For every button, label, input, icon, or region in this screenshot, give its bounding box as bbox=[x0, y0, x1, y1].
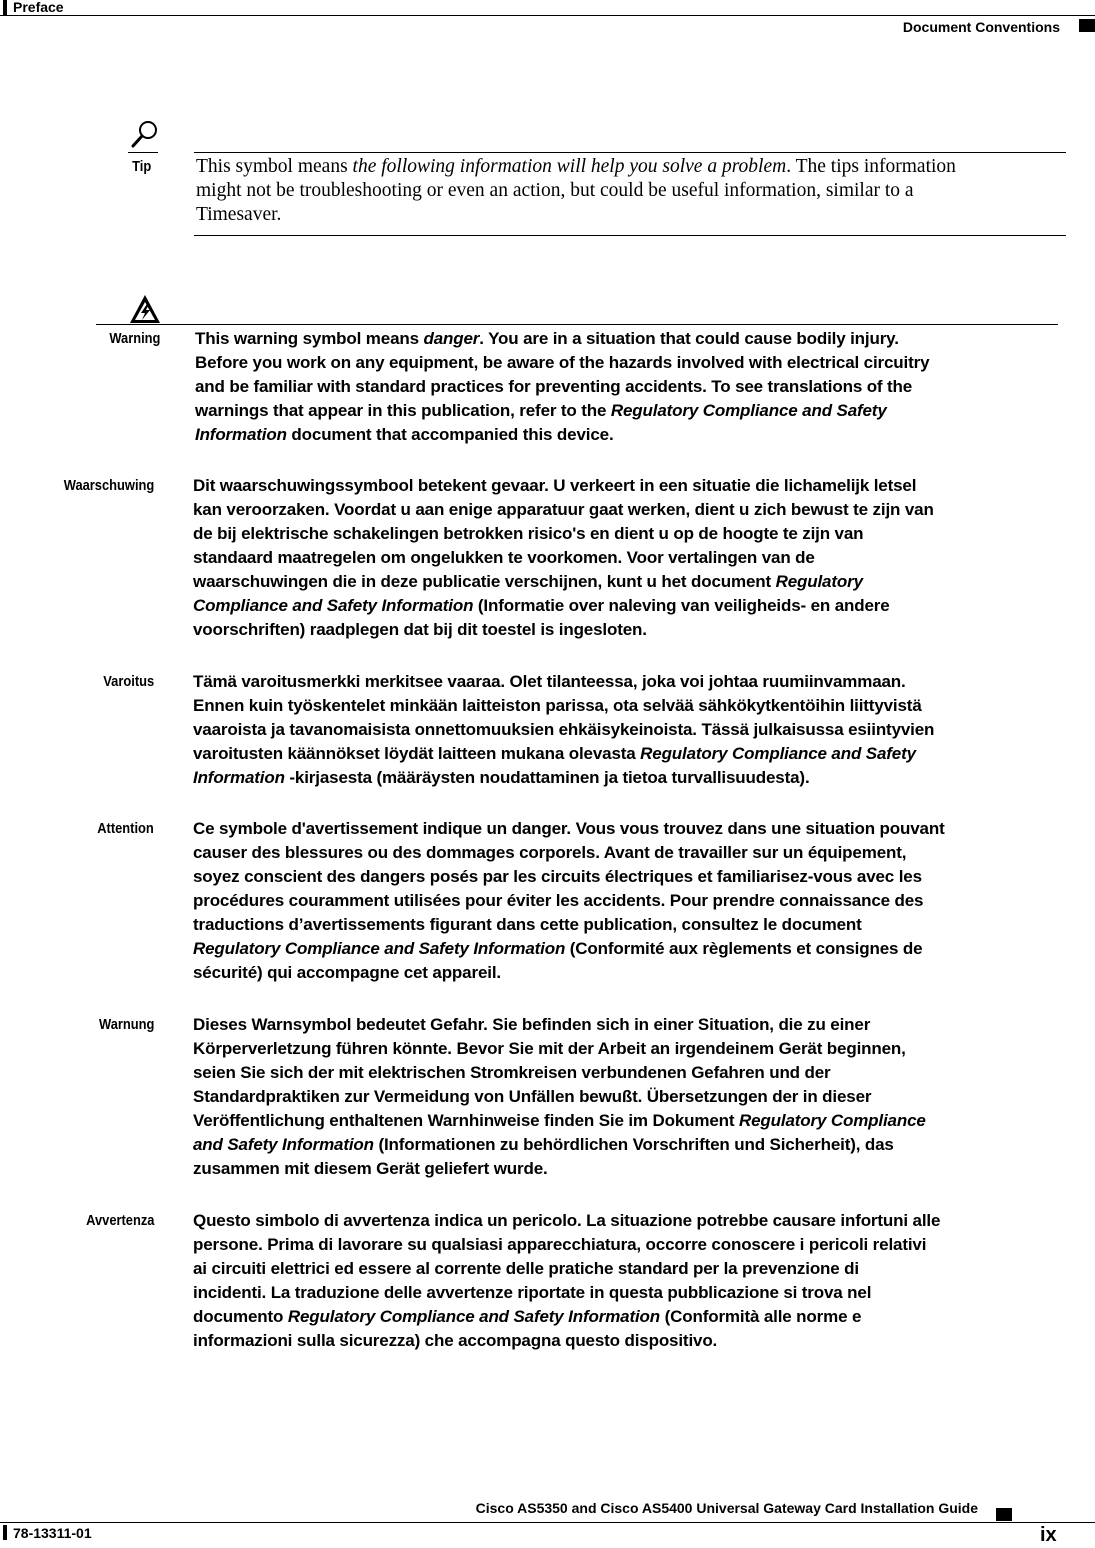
warning-line: This warning symbol means danger. You are in a situation that could cause bodily injury. bbox=[195, 329, 899, 348]
warning-label: Warning bbox=[108, 330, 160, 347]
attention-line: soyez conscient des dangers posés par les circuits électriques et familiarisez-vous avec les bbox=[193, 867, 922, 886]
tip-icon-underline bbox=[128, 152, 158, 153]
avvertenza-body bbox=[193, 1209, 940, 1353]
waarschuwing-line: Dit waarschuwingssymbool betekent gevaar. U verkeert in een situatie die lichamelijk letsel bbox=[193, 476, 917, 495]
waarschuwing-line: Compliance and Safety Information (Informatie over naleving van veiligheids- en andere bbox=[193, 596, 890, 615]
waarschuwing-line: voorschriften) raadplegen dat bij dit toestel is ingesloten. bbox=[193, 620, 647, 639]
tip-line: might not be troubleshooting or even an action, but could be useful information, similar to a bbox=[196, 180, 914, 201]
tip-label: Tip bbox=[131, 158, 151, 175]
waarschuwing-label: Waarschuwing bbox=[63, 477, 154, 494]
varoitus-line: Ennen kuin työskentelet minkään laitteiston parissa, ota selvää sähkökytkentöihin liittyvistä bbox=[193, 696, 922, 715]
waarschuwing-line: de bij elektrische schakelingen betrokken risico's en dient u op de hoogte te zijn van bbox=[193, 524, 864, 543]
tip-top-rule bbox=[194, 152, 1066, 153]
footer-tab-marker bbox=[996, 1508, 1012, 1521]
warning-line: warnings that appear in this publication, refer to the Regulatory Compliance and Safety bbox=[195, 401, 887, 420]
header-chapter-title: Document Conventions bbox=[902, 19, 1060, 35]
avvertenza-line: informazioni sulla sicurezza) che accompagna questo dispositivo. bbox=[193, 1331, 718, 1350]
avvertenza-line: incidenti. La traduzione delle avvertenze riportate in questa pubblicazione si trova nel bbox=[193, 1283, 872, 1302]
warnung-line: Körperverletzung führen könnte. Bevor Sie mit der Arbeit an irgendeinem Gerät beginnen, bbox=[193, 1039, 906, 1058]
attention-line: Ce symbole d'avertissement indique un danger. Vous vous trouvez dans une situation pouvant bbox=[193, 819, 945, 838]
waarschuwing-line: standaard maatregelen om ongelukken te voorkomen. Voor vertalingen van de bbox=[193, 548, 815, 567]
avvertenza-line: persone. Prima di lavorare su qualsiasi apparecchiatura, occorre conoscere i pericoli relativi bbox=[193, 1235, 927, 1254]
varoitus-line: varoitusten käännökset löydät laitteen mukana olevasta Regulatory Compliance and Safety bbox=[193, 744, 916, 763]
varoitus-label: Varoitus bbox=[103, 673, 154, 690]
avvertenza-line: documento Regulatory Compliance and Safety Information (Conformità alle norme e bbox=[193, 1307, 862, 1326]
attention-line: causer des blessures ou des dommages corporels. Avant de travailler sur un équipement, bbox=[193, 843, 907, 862]
tip-line: This symbol means the following information will help you solve a problem. The tips information bbox=[196, 156, 956, 177]
avvertenza-label: Avvertenza bbox=[85, 1212, 154, 1229]
attention-line: Regulatory Compliance and Safety Information (Conformité aux règlements et consignes de bbox=[193, 939, 923, 958]
warnung-label: Warnung bbox=[98, 1016, 154, 1033]
header-tab-marker bbox=[1079, 19, 1095, 32]
warning-line: and be familiar with standard practices for preventing accidents. To see translations of the bbox=[195, 377, 913, 396]
warnung-line: Dieses Warnsymbol bedeutet Gefahr. Sie befinden sich in einer Situation, die zu einer bbox=[193, 1015, 871, 1034]
warning-triangle-icon bbox=[128, 293, 162, 325]
warnung-body bbox=[193, 1013, 926, 1181]
attention-line: procédures couramment utilisées pour éviter les accidents. Pour prendre connaissance des bbox=[193, 891, 924, 910]
tip-bottom-rule bbox=[194, 235, 1066, 236]
page-number: ix bbox=[1040, 1524, 1057, 1546]
avvertenza-line: Questo simbolo di avvertenza indica un pericolo. La situazione potrebbe causare infortuni alle bbox=[193, 1211, 941, 1230]
warning-body bbox=[195, 327, 929, 447]
warnung-line: Standardpraktiken zur Vermeidung von Unfällen bewußt. Übersetzungen der in dieser bbox=[193, 1087, 872, 1106]
footer-book-title: Cisco AS5350 and Cisco AS5400 Universal Gateway Card Installation Guide bbox=[475, 1500, 978, 1516]
varoitus-line: Information -kirjasesta (määräysten noudattaminen ja tietoa turvallisuudesta). bbox=[193, 768, 810, 787]
tip-line: Timesaver. bbox=[196, 204, 282, 225]
magnifier-icon bbox=[128, 118, 162, 152]
warning-top-rule bbox=[96, 324, 1058, 325]
attention-line: traductions d’avertissements figurant dans cette publication, consultez le document bbox=[193, 915, 862, 934]
header-rule bbox=[0, 15, 1095, 16]
attention-line: sécurité) qui accompagne cet appareil. bbox=[193, 963, 501, 982]
warnung-line: zusammen mit diesem Gerät geliefert wurde. bbox=[193, 1159, 548, 1178]
footer-rule bbox=[0, 1522, 1095, 1523]
header-section-title: Preface bbox=[13, 0, 64, 15]
warning-line: Information document that accompanied this device. bbox=[195, 425, 614, 444]
waarschuwing-line: waarschuwingen die in deze publicatie verschijnen, kunt u het document Regulatory bbox=[193, 572, 863, 591]
varoitus-body bbox=[193, 670, 934, 790]
warnung-line: Veröffentlichung enthaltenen Warnhinweise finden Sie im Dokument Regulatory Compliance bbox=[193, 1111, 926, 1130]
warnung-line: and Safety Information (Informationen zu behördlichen Vorschriften und Sicherheit), das bbox=[193, 1135, 894, 1154]
varoitus-line: vaaroista ja tavanomaisista onnettomuuksien ehkäisykeinoista. Tässä julkaisussa esiintyvien bbox=[193, 720, 935, 739]
waarschuwing-line: kan veroorzaken. Voordat u aan enige apparatuur gaat werken, dient u zich bewust te zijn van bbox=[193, 500, 934, 519]
attention-label: Attention bbox=[97, 820, 154, 837]
header-marker bbox=[3, 0, 7, 15]
avvertenza-line: ai circuiti elettrici ed essere al corrente delle pratiche standard per la prevenzione di bbox=[193, 1259, 859, 1278]
warning-line: Before you work on any equipment, be aware of the hazards involved with electrical circuitry bbox=[195, 353, 930, 372]
waarschuwing-body bbox=[193, 474, 934, 642]
footer-doc-number: 78-13311-01 bbox=[13, 1525, 92, 1541]
warnung-line: seien Sie sich der mit elektrischen Stromkreisen verbundenen Gefahren und der bbox=[193, 1063, 831, 1082]
attention-body bbox=[193, 817, 945, 985]
footer-marker bbox=[3, 1525, 7, 1540]
varoitus-line: Tämä varoitusmerkki merkitsee vaaraa. Olet tilanteessa, joka voi johtaa ruumiinvammaan. bbox=[193, 672, 906, 691]
tip-body bbox=[196, 155, 1066, 227]
